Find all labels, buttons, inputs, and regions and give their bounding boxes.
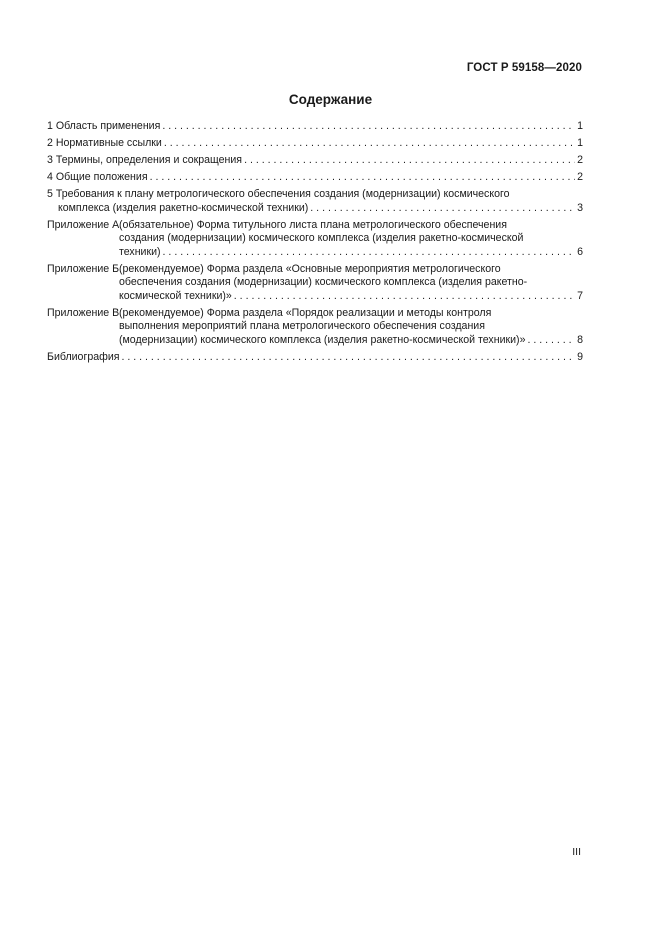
dot-leader [162, 120, 575, 134]
toc-page-number: 8 [577, 333, 583, 346]
toc-entry-text-cont: (модернизации) космического комплекса (изделия ракетно-космической техники)» [119, 333, 526, 346]
page-number: III [572, 846, 581, 858]
toc-page-number: 2 [577, 154, 583, 166]
dot-leader [244, 154, 575, 168]
toc-entry-3[interactable] [47, 154, 583, 168]
dot-leader [527, 334, 575, 348]
toc-entry-text: 3 Термины, определения и сокращения [47, 154, 243, 166]
toc-page-number: 1 [577, 120, 583, 132]
toc-entry-appendix-v[interactable] [47, 307, 583, 348]
dot-leader [164, 137, 575, 151]
toc-entry-text: 2 Нормативные ссылки [47, 137, 162, 149]
toc-page-number: 7 [577, 289, 583, 302]
toc-entry-appendix-b[interactable] [47, 263, 583, 304]
toc-entry-5[interactable] [47, 188, 583, 215]
toc-entry-text: 4 Общие положения [47, 171, 148, 183]
toc-entry-text-cont: комплекса (изделия ракетно-космической техники) [58, 201, 309, 214]
toc-page-number: 6 [577, 245, 583, 258]
toc-entry-text: Библиография [47, 350, 120, 363]
toc-entry-text-cont: выполнения мероприятий плана метрологического обеспечения создания [119, 320, 485, 332]
toc-entry-1[interactable] [47, 120, 583, 134]
toc-entry-text: 5 Требования к плану метрологического обеспечения создания (модернизации) космического [47, 188, 510, 200]
document-code: ГОСТ Р 59158—2020 [466, 62, 582, 74]
toc-entry-text-cont: обеспечения создания (модернизации) космического комплекса (изделия ракетно- [119, 276, 528, 288]
toc-entry-bibliography[interactable] [47, 351, 583, 365]
toc-entry-text-cont: создания (модернизации) космического комплекса (изделия ракетно-космической [119, 232, 524, 244]
toc-entry-text-cont: космической техники)» [119, 289, 232, 302]
toc-page-number: 1 [577, 137, 583, 149]
toc-entry-text: (рекомендуемое) Форма раздела «Порядок реализации и методы контроля [119, 306, 492, 319]
toc-page-number: 3 [577, 201, 583, 214]
dot-leader [121, 351, 575, 365]
appendix-label: Приложение В [47, 306, 120, 319]
toc-entry-4[interactable] [47, 171, 583, 185]
table-of-contents [47, 120, 583, 368]
toc-title: Содержание [288, 92, 373, 107]
dot-leader [150, 171, 576, 185]
toc-entry-2[interactable] [47, 137, 583, 151]
appendix-label: Приложение Б [47, 262, 120, 275]
toc-entry-text: (обязательное) Форма титульного листа плана метрологического обеспечения [119, 218, 507, 231]
appendix-label: Приложение А [47, 218, 120, 231]
dot-leader [310, 202, 575, 216]
toc-page-number: 9 [577, 350, 583, 363]
toc-entry-text: (рекомендуемое) Форма раздела «Основные мероприятия метрологического [119, 262, 501, 275]
toc-entry-text: 1 Область применения [47, 120, 161, 132]
dot-leader [163, 246, 576, 260]
toc-page-number: 2 [577, 171, 583, 183]
dot-leader [234, 290, 575, 304]
toc-entry-appendix-a[interactable] [47, 219, 583, 260]
toc-entry-text-cont: техники) [119, 245, 161, 258]
